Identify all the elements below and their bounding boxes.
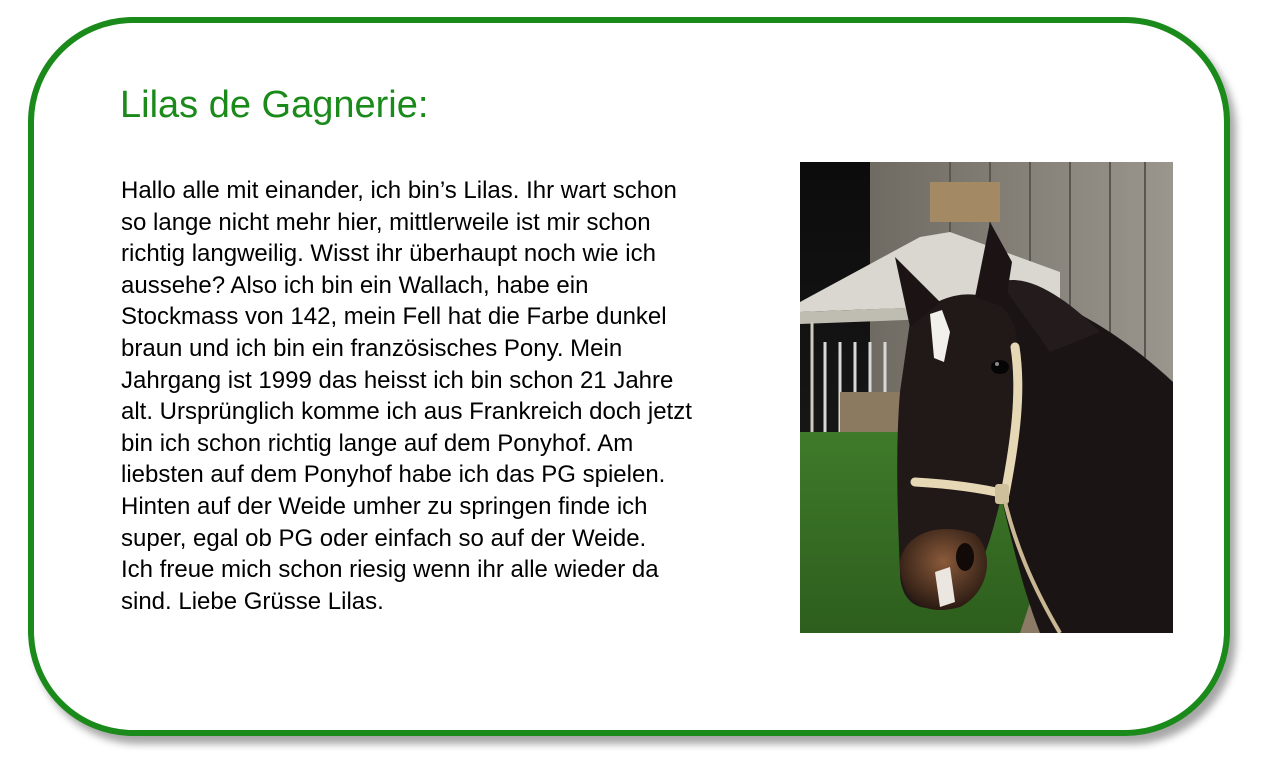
bio-text xyxy=(121,175,801,617)
bio-line: Ich freue mich schon riesig wenn ihr alle wieder da xyxy=(121,556,659,584)
bio-line: Stockmass von 142, mein Fell hat die Farbe dunkel xyxy=(121,303,667,331)
bio-line: liebsten auf dem Ponyhof habe ich das PG spielen. xyxy=(121,461,666,489)
bio-line: bin ich schon richtig lange auf dem Ponyhof. Am xyxy=(121,429,634,457)
bio-line: richtig langweilig. Wisst ihr überhaupt noch wie ich xyxy=(121,240,656,268)
bio-line: Jahrgang ist 1999 das heisst ich bin schon 21 Jahre xyxy=(121,366,674,394)
bio-line: aussehe? Also ich bin ein Wallach, habe ein xyxy=(121,271,589,299)
bio-line: braun und ich bin ein französisches Pony. Mein xyxy=(121,334,623,362)
page-title: Lilas de Gagnerie: xyxy=(120,84,429,126)
bio-line: Hinten auf der Weide umher zu springen finde ich xyxy=(121,492,648,520)
bio-line: super, egal ob PG oder einfach so auf der Weide. xyxy=(121,524,647,552)
bio-line: sind. Liebe Grüsse Lilas. xyxy=(121,587,384,615)
bio-line: so lange nicht mehr hier, mittlerweile ist mir schon xyxy=(121,208,651,236)
horse-photo xyxy=(800,162,1173,633)
bio-line: alt. Ursprünglich komme ich aus Frankreich doch jetzt xyxy=(121,398,692,426)
bio-line: Hallo alle mit einander, ich bin’s Lilas. Ihr wart schon xyxy=(121,177,677,204)
